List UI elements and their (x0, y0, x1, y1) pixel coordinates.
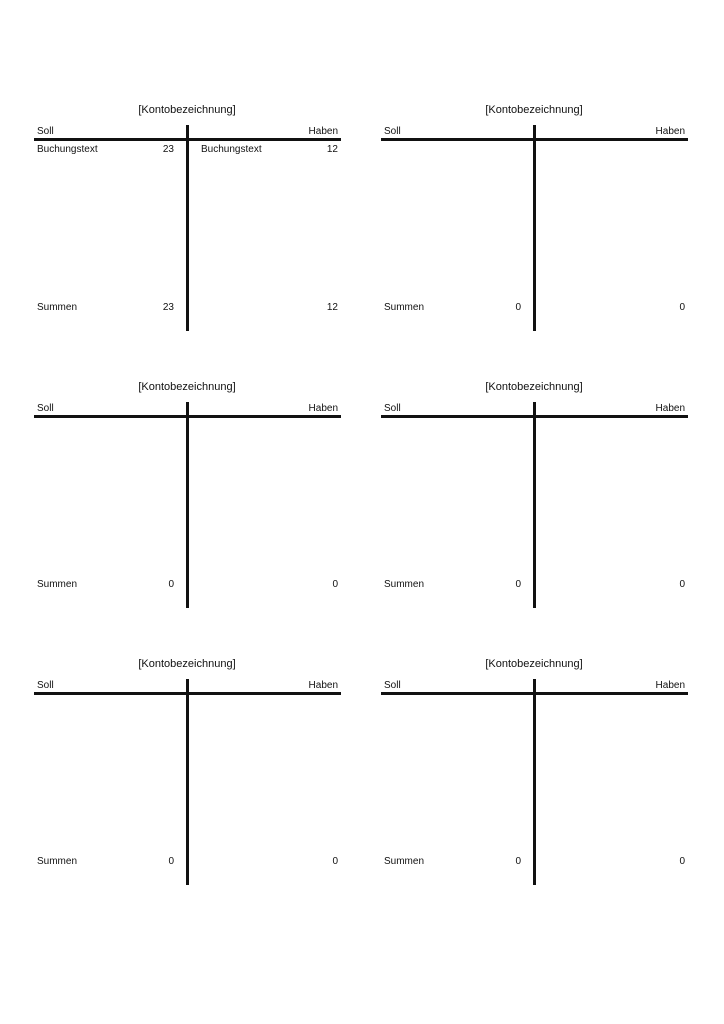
haben-sum: 0 (679, 856, 685, 867)
sum-label: Summen (384, 302, 425, 313)
haben-label: Haben (655, 126, 685, 137)
soll-sum: 0 (168, 579, 174, 590)
haben-label: Haben (308, 680, 338, 691)
soll-sum: 0 (515, 302, 521, 313)
haben-sum: 0 (679, 579, 685, 590)
haben-sum: 0 (332, 856, 338, 867)
soll-sum: 23 (162, 302, 174, 313)
haben-sum: 12 (326, 302, 338, 313)
account-title: [Kontobezeichnung] (138, 104, 236, 116)
haben-entry-amount: 12 (326, 144, 338, 155)
t-account (34, 654, 341, 886)
haben-sum: 0 (332, 579, 338, 590)
soll-sum: 0 (168, 856, 174, 867)
vertical-rule (533, 125, 536, 331)
vertical-rule (186, 402, 189, 608)
vertical-rule (533, 679, 536, 885)
account-title: [Kontobezeichnung] (485, 658, 583, 670)
sum-label: Summen (37, 856, 78, 867)
soll-label: Soll (37, 403, 54, 414)
haben-label: Haben (655, 680, 685, 691)
t-account (34, 100, 341, 332)
sum-label: Summen (37, 579, 78, 590)
soll-entry-text: Buchungstext (37, 144, 98, 155)
sum-label: Summen (384, 856, 425, 867)
sum-label: Summen (37, 302, 78, 313)
soll-label: Soll (384, 403, 401, 414)
soll-entry-amount: 23 (162, 144, 174, 155)
sum-label: Summen (384, 579, 425, 590)
t-account (381, 100, 688, 332)
account-title: [Kontobezeichnung] (138, 381, 236, 393)
soll-sum: 0 (515, 856, 521, 867)
account-title: [Kontobezeichnung] (485, 104, 583, 116)
haben-label: Haben (308, 403, 338, 414)
t-account (34, 377, 341, 609)
soll-label: Soll (37, 680, 54, 691)
vertical-rule (186, 125, 189, 331)
soll-sum: 0 (515, 579, 521, 590)
haben-entry-text: Buchungstext (201, 144, 262, 155)
vertical-rule (533, 402, 536, 608)
soll-label: Soll (37, 126, 54, 137)
haben-sum: 0 (679, 302, 685, 313)
t-account (381, 377, 688, 609)
haben-label: Haben (655, 403, 685, 414)
soll-label: Soll (384, 126, 401, 137)
t-account (381, 654, 688, 886)
soll-label: Soll (384, 680, 401, 691)
account-title: [Kontobezeichnung] (138, 658, 236, 670)
haben-label: Haben (308, 126, 338, 137)
account-title: [Kontobezeichnung] (485, 381, 583, 393)
vertical-rule (186, 679, 189, 885)
